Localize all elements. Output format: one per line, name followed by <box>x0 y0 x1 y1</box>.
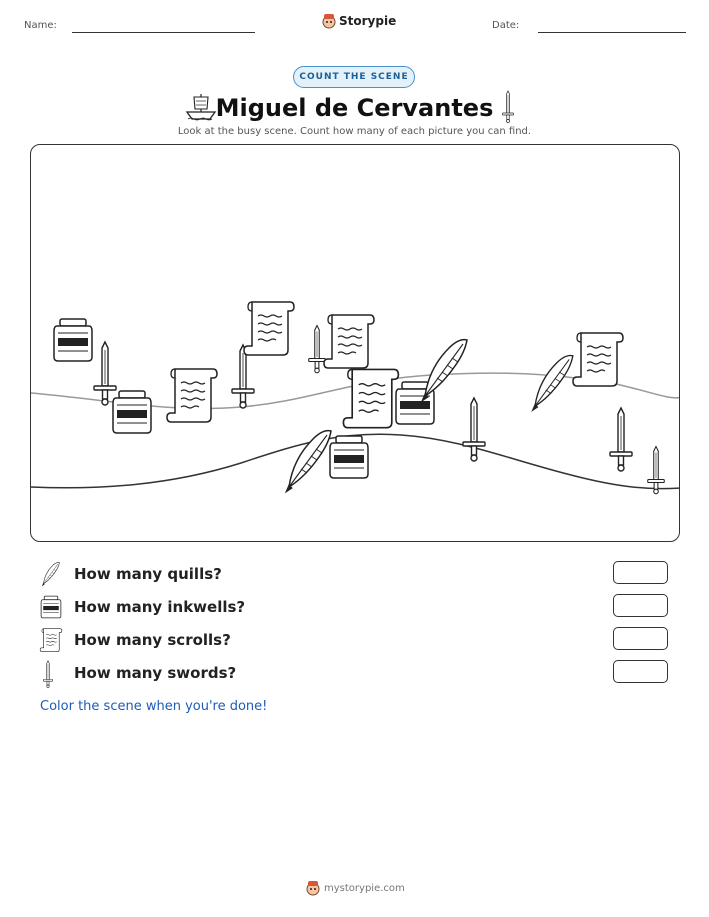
footer-url[interactable]: mystorypie.com <box>324 882 405 894</box>
date-line[interactable] <box>538 32 686 33</box>
scroll-icon <box>324 315 374 368</box>
scrolls-answer-box[interactable] <box>613 627 668 650</box>
quills-answer-box[interactable] <box>613 561 668 584</box>
question-row-swords <box>38 660 678 690</box>
scroll-icon <box>573 333 623 386</box>
inkwell-icon <box>38 594 64 620</box>
question-row-scrolls <box>38 627 678 657</box>
question-row-quills <box>38 561 678 591</box>
sword-icon <box>610 408 632 471</box>
instructions: Look at the busy scene. Count how many of each picture you can find. <box>177 126 532 137</box>
sword-icon <box>38 660 58 688</box>
inkwell-icon <box>54 319 92 361</box>
question-text: How many swords? <box>74 664 237 682</box>
scroll-icon <box>167 369 217 422</box>
quill-icon <box>38 561 64 587</box>
swords-answer-box[interactable] <box>613 660 668 683</box>
sword-icon <box>463 398 485 461</box>
question-text: How many quills? <box>74 565 222 583</box>
storypie-mascot-icon <box>306 880 320 896</box>
scroll-icon <box>343 369 398 427</box>
quill-icon <box>532 356 573 411</box>
name-line[interactable] <box>72 32 255 33</box>
sword-icon <box>309 326 326 373</box>
coloring-note: Color the scene when you're done! <box>40 699 268 714</box>
activity-badge: COUNT THE SCENE <box>293 66 415 88</box>
sword-icon <box>648 447 665 494</box>
inkwell-icon <box>330 436 368 478</box>
inkwells-answer-box[interactable] <box>613 594 668 617</box>
question-text: How many inkwells? <box>74 598 246 616</box>
page-title: Miguel de Cervantes <box>215 94 494 122</box>
footer <box>306 880 405 896</box>
brand-logo <box>322 13 396 29</box>
busy-scene <box>30 144 680 542</box>
question-row-inkwells <box>38 594 678 624</box>
scroll-icon <box>244 302 294 355</box>
quill-icon <box>286 431 331 492</box>
brand-name: Storypie <box>339 14 397 28</box>
sword-icon <box>94 342 116 405</box>
quill-icon <box>422 340 467 401</box>
storypie-mascot-icon <box>322 13 336 29</box>
question-text: How many scrolls? <box>74 631 231 649</box>
name-label: Name: <box>24 20 57 31</box>
scroll-icon <box>38 627 64 653</box>
inkwell-icon <box>113 391 151 433</box>
date-label: Date: <box>492 20 520 31</box>
sword-icon <box>500 90 516 124</box>
